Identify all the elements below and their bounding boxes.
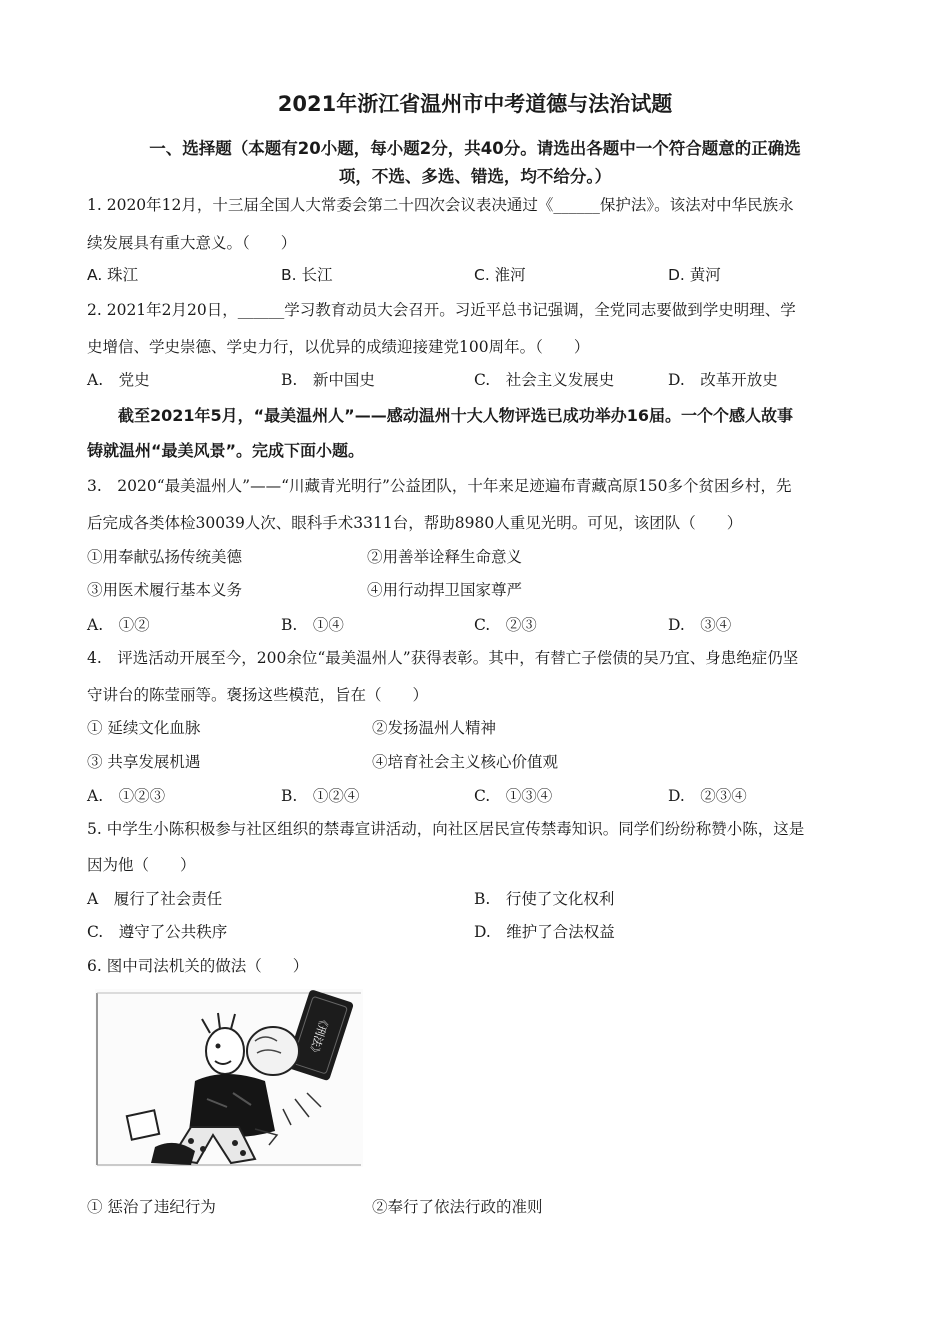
question-5-option-d: D. 维护了合法权益 xyxy=(474,923,615,941)
page-title: 2021年浙江省温州市中考道德与法治试题 xyxy=(277,92,673,116)
question-5-option-c: C. 遵守了公共秩序 xyxy=(87,923,228,941)
question-1-option-d: D. 黄河 xyxy=(668,266,721,284)
question-3-option-d: D. ③④ xyxy=(668,616,732,634)
section-heading-line-1: 一、选择题（本题有20小题，每小题2分，共40分。请选出各题中一个符合题意的正确选 xyxy=(149,139,801,158)
question-4-option-c: C. ①③④ xyxy=(474,787,553,805)
question-2-option-a: A. 党史 xyxy=(87,371,150,389)
question-1-option-c: C. 淮河 xyxy=(474,266,526,284)
question-4-option-a: A. ①②③ xyxy=(87,787,166,805)
question-1-line-1: 1. 2020年12月，十三届全国人大常委会第二十四次会议表决通过《______保护法》。该法对中华民族永 xyxy=(87,196,794,214)
section-heading-line-2: 项，不选、多选、错选，均不给分。） xyxy=(338,167,612,186)
question-2-option-d: D. 改革开放史 xyxy=(668,371,778,389)
question-4-item-2: ②发扬温州人精神 xyxy=(372,719,497,737)
question-3-option-a: A. ①② xyxy=(87,616,150,634)
question-3-option-c: C. ②③ xyxy=(474,616,537,634)
question-2-line-2: 史增信、学史崇德、学史力行，以优异的成绩迎接建党100周年。（ ） xyxy=(87,338,590,356)
question-5-line-2: 因为他（ ） xyxy=(87,856,196,874)
question-3-item-4: ④用行动捍卫国家尊严 xyxy=(367,581,523,599)
question-4-item-1: ① 延续文化血脉 xyxy=(87,719,201,737)
question-1-option-b: B. 长江 xyxy=(281,266,333,284)
question-1-line-2: 续发展具有重大意义。（ ） xyxy=(87,234,297,252)
question-3-item-3: ③用医术履行基本义务 xyxy=(87,581,243,599)
question-6-line: 6. 图中司法机关的做法（ ） xyxy=(87,957,309,975)
question-4-line-1: 4. 评选活动开展至今，200余位“最美温州人”获得表彰。其中，有替亡子偿债的吴乃宜、身患绝症仍坚 xyxy=(87,649,799,667)
question-3-item-1: ①用奉献弘扬传统美德 xyxy=(87,548,243,566)
question-2-option-b: B. 新中国史 xyxy=(281,371,375,389)
question-5-line-1: 5. 中学生小陈积极参与社区组织的禁毒宣讲活动，向社区居民宣传禁毒知识。同学们纷纷称赞小陈，这是 xyxy=(87,820,805,838)
question-1-option-a: A. 珠江 xyxy=(87,266,139,284)
question-3-item-2: ②用善举诠释生命意义 xyxy=(367,548,523,566)
material-line-1: 截至2021年5月，“最美温州人”——感动温州十大人物评选已成功举办16届。一个个感人故事 xyxy=(118,406,793,425)
question-4-option-d: D. ②③④ xyxy=(668,787,747,805)
question-2-line-1: 2. 2021年2月20日，______学习教育动员大会召开。习近平总书记强调，全党同志要做到学史明理、学 xyxy=(87,301,796,319)
question-4-item-4: ④培育社会主义核心价值观 xyxy=(372,753,559,771)
question-6-item-2: ②奉行了依法行政的准则 xyxy=(372,1198,543,1216)
cartoon-figure xyxy=(95,989,363,1167)
question-3-option-b: B. ①④ xyxy=(281,616,344,634)
question-5-option-a: A 履行了社会责任 xyxy=(87,890,223,908)
question-4-line-2: 守讲台的陈莹丽等。褒扬这些模范，旨在（ ） xyxy=(87,686,429,704)
question-5-option-b: B. 行使了文化权利 xyxy=(474,890,615,908)
book-label: 《刑法》 xyxy=(305,1013,332,1059)
cartoon-illustration xyxy=(95,989,363,1167)
question-3-line-2: 后完成各类体检30039人次、眼科手术3311台，帮助8980人重见光明。可见，该团队（ ） xyxy=(87,514,743,532)
material-line-2: 铸就温州“最美风景”。完成下面小题。 xyxy=(87,441,365,460)
question-6-item-1: ① 惩治了违纪行为 xyxy=(87,1198,216,1216)
question-3-line-1: 3. 2020“最美温州人”——“川藏青光明行”公益团队，十年来足迹遍布青藏高原150多个贫困乡村，先 xyxy=(87,477,792,495)
question-4-item-3: ③ 共享发展机遇 xyxy=(87,753,201,771)
question-4-option-b: B. ①②④ xyxy=(281,787,360,805)
question-2-option-c: C. 社会主义发展史 xyxy=(474,371,615,389)
